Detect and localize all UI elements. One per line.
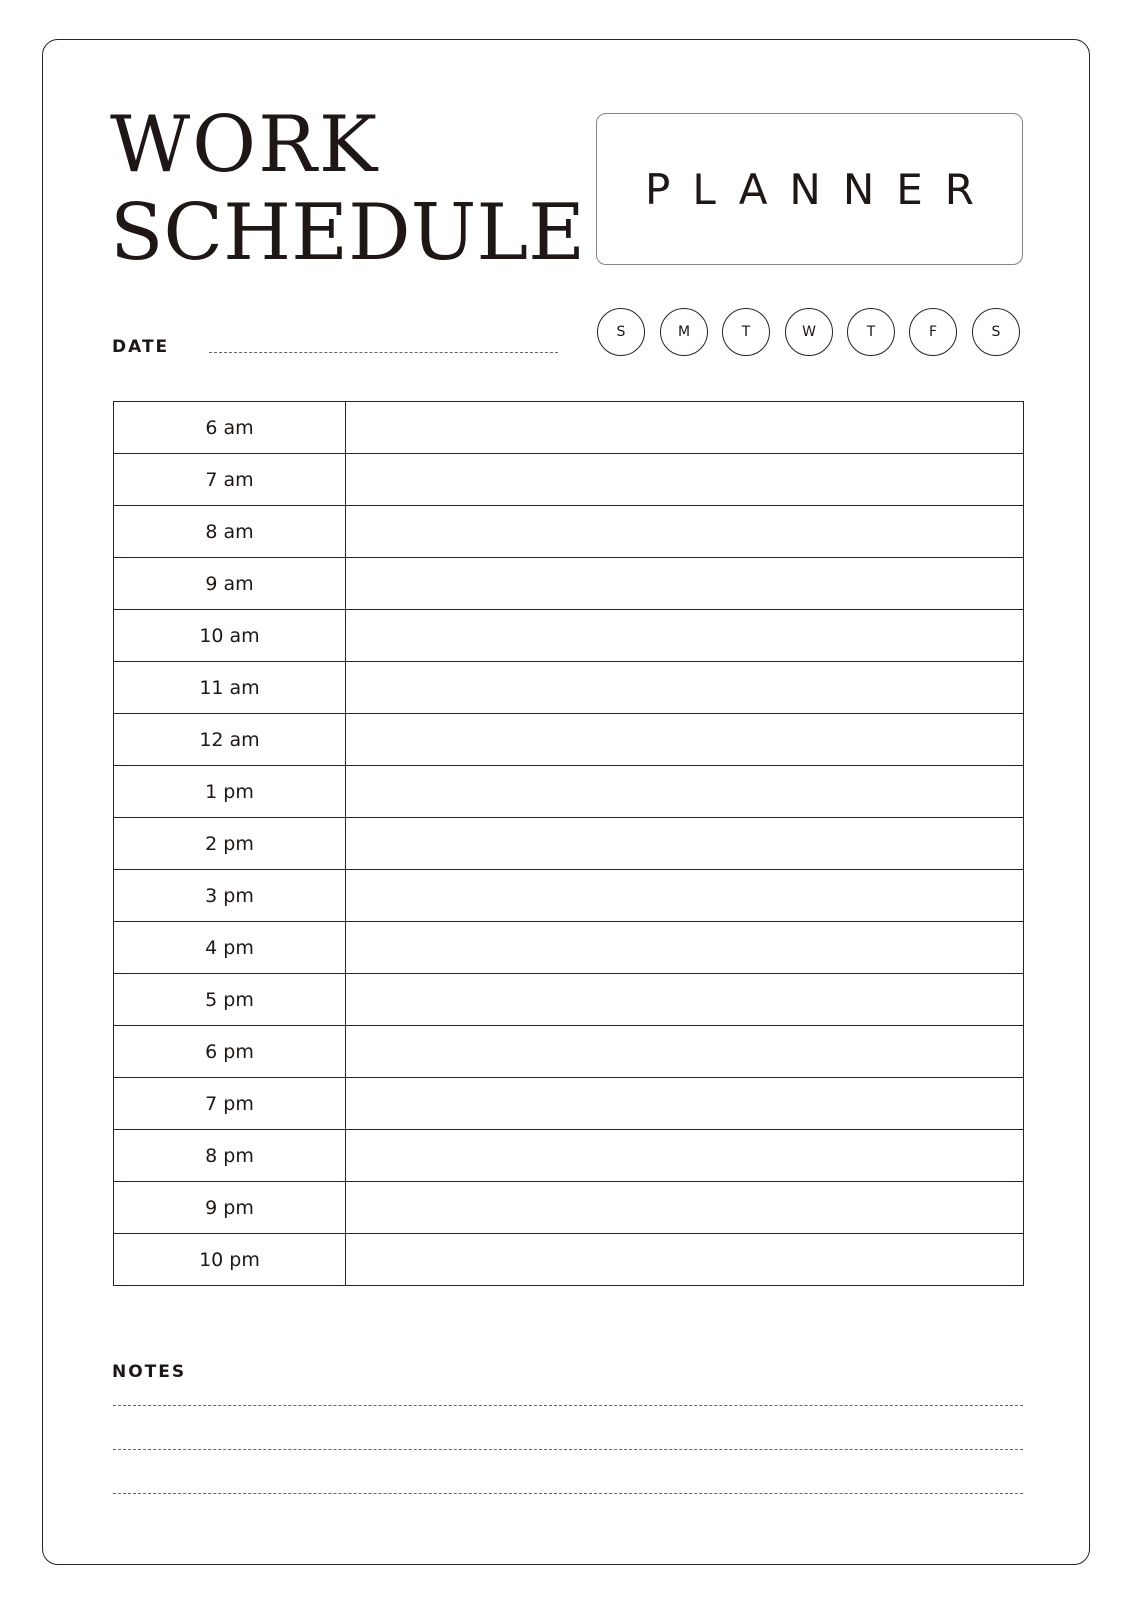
table-row	[114, 1182, 1024, 1234]
time-cell: 9 pm	[114, 1182, 346, 1234]
title-work: WORK	[110, 100, 380, 190]
day-circle-tuesday[interactable]: T	[722, 308, 770, 356]
table-row	[114, 662, 1024, 714]
time-cell: 3 pm	[114, 870, 346, 922]
planner-label: PLANNER	[645, 164, 996, 214]
day-circle-saturday[interactable]: S	[972, 308, 1020, 356]
table-row	[114, 766, 1024, 818]
time-cell: 11 am	[114, 662, 346, 714]
table-row	[114, 454, 1024, 506]
table-row	[114, 558, 1024, 610]
time-cell: 8 am	[114, 506, 346, 558]
table-row	[114, 922, 1024, 974]
table-row	[114, 402, 1024, 454]
time-cell: 5 pm	[114, 974, 346, 1026]
table-row	[114, 714, 1024, 766]
day-circle-monday[interactable]: M	[660, 308, 708, 356]
time-cell: 6 pm	[114, 1026, 346, 1078]
date-field[interactable]	[209, 352, 558, 353]
time-cell: 6 am	[114, 402, 346, 454]
table-row	[114, 870, 1024, 922]
task-cell[interactable]	[346, 974, 1024, 1026]
notes-label: NOTES	[112, 1362, 187, 1382]
table-row	[114, 610, 1024, 662]
task-cell[interactable]	[346, 818, 1024, 870]
day-circle-sunday[interactable]: S	[597, 308, 645, 356]
day-selector	[597, 308, 1023, 358]
task-cell[interactable]	[346, 1234, 1024, 1286]
table-row	[114, 818, 1024, 870]
task-cell[interactable]	[346, 1182, 1024, 1234]
table-row	[114, 1078, 1024, 1130]
task-cell[interactable]	[346, 714, 1024, 766]
title-schedule: SCHEDULE	[110, 188, 586, 278]
time-cell: 4 pm	[114, 922, 346, 974]
table-row	[114, 1130, 1024, 1182]
time-cell: 8 pm	[114, 1130, 346, 1182]
time-cell: 1 pm	[114, 766, 346, 818]
task-cell[interactable]	[346, 1130, 1024, 1182]
table-row	[114, 1026, 1024, 1078]
time-cell: 10 am	[114, 610, 346, 662]
task-cell[interactable]	[346, 610, 1024, 662]
notes-line[interactable]	[113, 1449, 1023, 1450]
task-cell[interactable]	[346, 766, 1024, 818]
time-cell: 12 am	[114, 714, 346, 766]
table-row	[114, 1234, 1024, 1286]
day-circle-wednesday[interactable]: W	[785, 308, 833, 356]
notes-line[interactable]	[113, 1405, 1023, 1406]
task-cell[interactable]	[346, 870, 1024, 922]
task-cell[interactable]	[346, 506, 1024, 558]
time-cell: 7 pm	[114, 1078, 346, 1130]
table-row	[114, 506, 1024, 558]
day-circle-thursday[interactable]: T	[847, 308, 895, 356]
time-cell: 2 pm	[114, 818, 346, 870]
notes-line[interactable]	[113, 1493, 1023, 1494]
task-cell[interactable]	[346, 402, 1024, 454]
date-label: DATE	[112, 337, 170, 357]
day-circle-friday[interactable]: F	[909, 308, 957, 356]
time-cell: 9 am	[114, 558, 346, 610]
task-cell[interactable]	[346, 454, 1024, 506]
time-cell: 7 am	[114, 454, 346, 506]
table-row	[114, 974, 1024, 1026]
planner-box	[596, 113, 1023, 265]
task-cell[interactable]	[346, 1026, 1024, 1078]
schedule-table	[113, 401, 1024, 1286]
task-cell[interactable]	[346, 662, 1024, 714]
time-cell: 10 pm	[114, 1234, 346, 1286]
task-cell[interactable]	[346, 558, 1024, 610]
task-cell[interactable]	[346, 1078, 1024, 1130]
task-cell[interactable]	[346, 922, 1024, 974]
